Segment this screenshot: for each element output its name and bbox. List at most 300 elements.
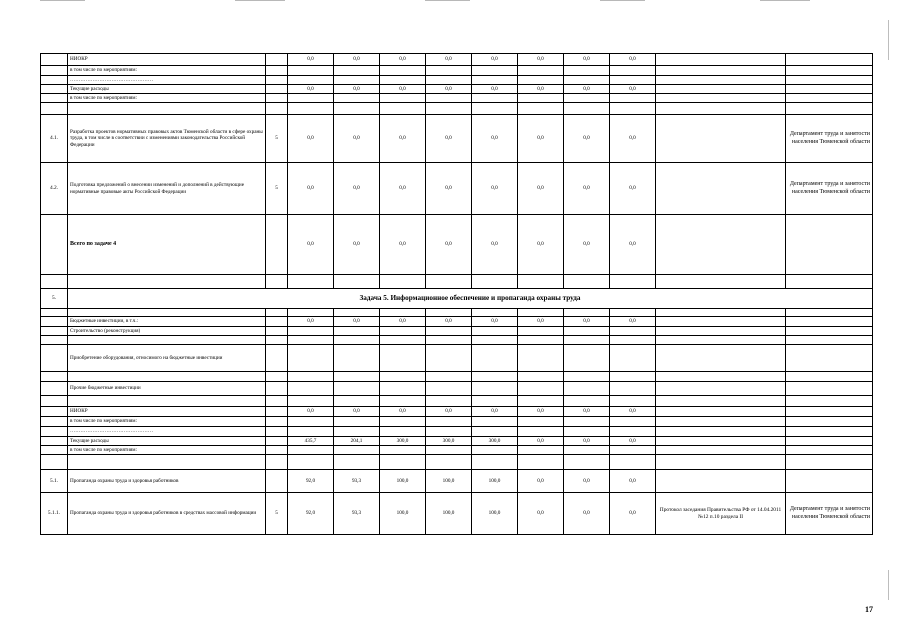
value-cell: 0,0 xyxy=(610,317,656,327)
value-cell xyxy=(610,327,656,336)
value-cell xyxy=(426,103,472,115)
value-cell: 92,0 xyxy=(288,470,334,493)
item-label-cell: НИОКР xyxy=(68,54,266,66)
basis-cell: Протокол заседания Правительства РФ от 14.04.2011 №12 п.10 раздела II xyxy=(656,493,786,535)
value-cell: 204,1 xyxy=(334,437,380,446)
scan-edge-line xyxy=(888,20,889,60)
value-cell: 100,0 xyxy=(426,470,472,493)
value-cell: 0,0 xyxy=(472,317,518,327)
value-cell xyxy=(564,382,610,396)
item-label-cell xyxy=(68,275,266,289)
value-cell: 0,0 xyxy=(518,54,564,66)
value-cell xyxy=(472,336,518,345)
value-cell xyxy=(426,396,472,407)
term-cell xyxy=(266,215,288,275)
scan-edge-line xyxy=(760,0,810,1)
term-cell xyxy=(266,372,288,382)
table-row xyxy=(41,275,873,289)
basis-cell xyxy=(656,54,786,66)
page-number: 17 xyxy=(865,605,873,614)
value-cell xyxy=(564,455,610,470)
basis-cell xyxy=(656,455,786,470)
value-cell: 0,0 xyxy=(564,437,610,446)
term-cell xyxy=(266,66,288,76)
basis-cell xyxy=(656,396,786,407)
basis-cell xyxy=(656,437,786,446)
basis-cell xyxy=(656,336,786,345)
row-number-cell xyxy=(41,94,68,103)
basis-cell xyxy=(656,427,786,437)
value-cell xyxy=(426,94,472,103)
value-cell xyxy=(288,275,334,289)
value-cell: 0,0 xyxy=(426,215,472,275)
value-cell xyxy=(334,103,380,115)
row-number-cell: 5. xyxy=(41,289,68,309)
value-cell xyxy=(610,417,656,427)
row-number-cell xyxy=(41,417,68,427)
table-row xyxy=(41,215,873,275)
value-cell xyxy=(426,372,472,382)
value-cell xyxy=(334,382,380,396)
value-cell xyxy=(288,382,334,396)
value-cell xyxy=(288,103,334,115)
basis-cell xyxy=(656,345,786,372)
value-cell: 92,0 xyxy=(288,493,334,535)
item-label-cell: Прочие бюджетные инвестиции xyxy=(68,382,266,396)
value-cell xyxy=(564,417,610,427)
item-label-cell: в том числе по мероприятиям: xyxy=(68,94,266,103)
value-cell xyxy=(518,382,564,396)
table-row xyxy=(41,446,873,455)
value-cell: 0,0 xyxy=(610,437,656,446)
department-cell xyxy=(786,470,873,493)
row-number-cell xyxy=(41,446,68,455)
table-row xyxy=(41,493,873,535)
value-cell: 0,0 xyxy=(380,163,426,215)
value-cell: 0,0 xyxy=(564,470,610,493)
table-row xyxy=(41,163,873,215)
row-number-cell xyxy=(41,427,68,437)
table-row xyxy=(41,345,873,372)
value-cell xyxy=(426,427,472,437)
term-cell xyxy=(266,427,288,437)
item-label-cell xyxy=(68,455,266,470)
department-cell xyxy=(786,427,873,437)
value-cell: 0,0 xyxy=(610,85,656,94)
value-cell xyxy=(472,396,518,407)
value-cell xyxy=(518,345,564,372)
scan-edge-line xyxy=(235,0,285,1)
department-cell xyxy=(786,336,873,345)
value-cell: 0,0 xyxy=(564,317,610,327)
row-number-cell xyxy=(41,66,68,76)
value-cell xyxy=(564,372,610,382)
value-cell: 0,0 xyxy=(426,317,472,327)
value-cell xyxy=(472,309,518,317)
value-cell xyxy=(288,336,334,345)
value-cell xyxy=(334,66,380,76)
item-label-cell: Строительство (реконструкция) xyxy=(68,327,266,336)
term-cell xyxy=(266,327,288,336)
term-cell xyxy=(266,407,288,417)
value-cell xyxy=(334,336,380,345)
value-cell xyxy=(288,372,334,382)
item-label-cell: Текущие расходы xyxy=(68,85,266,94)
value-cell: 0,0 xyxy=(288,215,334,275)
department-cell: Департамент труда и занятости населения Тюменской области xyxy=(786,493,873,535)
term-cell: 5 xyxy=(266,493,288,535)
value-cell xyxy=(610,66,656,76)
row-number-cell xyxy=(41,275,68,289)
table-row xyxy=(41,470,873,493)
value-cell xyxy=(564,345,610,372)
value-cell xyxy=(380,94,426,103)
value-cell: 100,0 xyxy=(380,470,426,493)
department-cell xyxy=(786,345,873,372)
value-cell xyxy=(518,94,564,103)
value-cell: 93,3 xyxy=(334,470,380,493)
value-cell: 0,0 xyxy=(472,54,518,66)
table-row xyxy=(41,289,873,309)
item-label-cell: в том числе по мероприятиям: xyxy=(68,446,266,455)
value-cell xyxy=(472,417,518,427)
value-cell: 0,0 xyxy=(334,54,380,66)
value-cell xyxy=(288,417,334,427)
value-cell xyxy=(518,103,564,115)
table-row xyxy=(41,327,873,336)
value-cell xyxy=(380,455,426,470)
basis-cell xyxy=(656,446,786,455)
department-cell xyxy=(786,275,873,289)
value-cell xyxy=(426,76,472,85)
value-cell xyxy=(472,345,518,372)
term-cell xyxy=(266,54,288,66)
table-row xyxy=(41,85,873,94)
value-cell xyxy=(334,455,380,470)
row-number-cell: 4.2. xyxy=(41,163,68,215)
basis-cell xyxy=(656,103,786,115)
value-cell xyxy=(518,455,564,470)
value-cell: 0,0 xyxy=(380,215,426,275)
value-cell: 300,0 xyxy=(426,437,472,446)
value-cell: 0,0 xyxy=(564,54,610,66)
row-number-cell xyxy=(41,372,68,382)
value-cell: 0,0 xyxy=(334,85,380,94)
department-cell xyxy=(786,215,873,275)
value-cell xyxy=(426,309,472,317)
value-cell xyxy=(426,446,472,455)
value-cell: 0,0 xyxy=(334,317,380,327)
value-cell: 0,0 xyxy=(288,54,334,66)
value-cell xyxy=(610,455,656,470)
department-cell xyxy=(786,382,873,396)
item-label-cell: Приобретение оборудования, относимого на бюджетные инвестиции xyxy=(68,345,266,372)
department-cell xyxy=(786,309,873,317)
basis-cell xyxy=(656,66,786,76)
basis-cell xyxy=(656,417,786,427)
value-cell xyxy=(334,309,380,317)
department-cell xyxy=(786,66,873,76)
value-cell xyxy=(564,76,610,85)
value-cell xyxy=(380,66,426,76)
row-number-cell xyxy=(41,437,68,446)
department-cell xyxy=(786,437,873,446)
value-cell xyxy=(288,94,334,103)
value-cell xyxy=(288,455,334,470)
value-cell: 0,0 xyxy=(518,317,564,327)
item-label-cell: НИОКР xyxy=(68,407,266,417)
basis-cell xyxy=(656,327,786,336)
row-number-cell xyxy=(41,455,68,470)
department-cell xyxy=(786,94,873,103)
value-cell xyxy=(610,103,656,115)
basis-cell xyxy=(656,317,786,327)
scan-edge-line xyxy=(600,0,645,1)
value-cell xyxy=(380,336,426,345)
value-cell xyxy=(472,103,518,115)
row-number-cell xyxy=(41,407,68,417)
value-cell: 0,0 xyxy=(472,407,518,417)
value-cell xyxy=(288,66,334,76)
item-label-cell xyxy=(68,396,266,407)
row-number-cell: 5.1.1. xyxy=(41,493,68,535)
item-label-cell: ………………………………………… xyxy=(68,427,266,437)
value-cell xyxy=(380,275,426,289)
value-cell: 0,0 xyxy=(426,85,472,94)
term-cell xyxy=(266,345,288,372)
value-cell xyxy=(334,427,380,437)
value-cell xyxy=(334,396,380,407)
row-number-cell xyxy=(41,336,68,345)
value-cell: 0,0 xyxy=(564,215,610,275)
table-row xyxy=(41,427,873,437)
value-cell: 0,0 xyxy=(518,85,564,94)
value-cell: 0,0 xyxy=(472,115,518,163)
item-label-cell: Текущие расходы xyxy=(68,437,266,446)
item-label-cell xyxy=(68,103,266,115)
value-cell xyxy=(288,396,334,407)
value-cell xyxy=(610,372,656,382)
value-cell: 0,0 xyxy=(518,163,564,215)
scan-edge-line xyxy=(425,0,470,1)
term-cell xyxy=(266,470,288,493)
basis-cell xyxy=(656,94,786,103)
value-cell xyxy=(518,66,564,76)
value-cell xyxy=(380,345,426,372)
value-cell: 0,0 xyxy=(380,115,426,163)
department-cell xyxy=(786,103,873,115)
value-cell xyxy=(426,66,472,76)
department-cell xyxy=(786,327,873,336)
item-label-cell: Разработка проектов нормативных правовых актов Тюменской области в сфере охраны труда, в том числе в соответствии с изменениями законодательства Российской Федерации xyxy=(68,115,266,163)
department-cell xyxy=(786,417,873,427)
value-cell xyxy=(564,94,610,103)
value-cell xyxy=(564,309,610,317)
value-cell xyxy=(288,327,334,336)
item-label-cell: Подготовка предложений о внесении изменений и дополнений в действующие нормативные правовые акты Российской Федерации xyxy=(68,163,266,215)
basis-cell xyxy=(656,309,786,317)
basis-cell xyxy=(656,372,786,382)
basis-cell xyxy=(656,85,786,94)
term-cell xyxy=(266,94,288,103)
row-number-cell xyxy=(41,85,68,94)
table-row xyxy=(41,437,873,446)
value-cell xyxy=(610,309,656,317)
value-cell xyxy=(610,446,656,455)
department-cell xyxy=(786,446,873,455)
row-number-cell xyxy=(41,382,68,396)
row-number-cell xyxy=(41,317,68,327)
value-cell: 0,0 xyxy=(610,215,656,275)
term-cell xyxy=(266,317,288,327)
table-row xyxy=(41,94,873,103)
value-cell: 0,0 xyxy=(380,85,426,94)
table-row xyxy=(41,382,873,396)
value-cell xyxy=(334,94,380,103)
value-cell xyxy=(288,345,334,372)
row-number-cell: 5.1. xyxy=(41,470,68,493)
term-cell xyxy=(266,336,288,345)
item-label-cell xyxy=(68,336,266,345)
value-cell xyxy=(334,372,380,382)
basis-cell xyxy=(656,76,786,85)
value-cell xyxy=(564,103,610,115)
term-cell xyxy=(266,76,288,85)
value-cell xyxy=(334,275,380,289)
value-cell: 100,0 xyxy=(472,470,518,493)
item-label-cell: в том числе по мероприятиям: xyxy=(68,66,266,76)
value-cell xyxy=(564,336,610,345)
table-row xyxy=(41,407,873,417)
value-cell xyxy=(564,446,610,455)
value-cell: 0,0 xyxy=(610,54,656,66)
table-row xyxy=(41,372,873,382)
value-cell xyxy=(426,345,472,372)
row-number-cell xyxy=(41,396,68,407)
department-cell: Департамент труда и занятости населения Тюменской области xyxy=(786,163,873,215)
scan-edge-line xyxy=(40,0,85,1)
value-cell: 0,0 xyxy=(288,317,334,327)
value-cell xyxy=(472,446,518,455)
term-cell xyxy=(266,309,288,317)
table-row xyxy=(41,76,873,85)
department-cell xyxy=(786,407,873,417)
department-cell xyxy=(786,317,873,327)
value-cell xyxy=(380,396,426,407)
value-cell xyxy=(334,76,380,85)
value-cell xyxy=(334,327,380,336)
basis-cell xyxy=(656,275,786,289)
value-cell xyxy=(518,275,564,289)
value-cell xyxy=(380,76,426,85)
value-cell: 0,0 xyxy=(426,163,472,215)
value-cell: 0,0 xyxy=(472,85,518,94)
value-cell xyxy=(610,427,656,437)
value-cell: 0,0 xyxy=(518,437,564,446)
value-cell xyxy=(472,275,518,289)
value-cell xyxy=(380,446,426,455)
value-cell xyxy=(380,372,426,382)
value-cell xyxy=(564,396,610,407)
item-label-cell: Пропаганда охраны труда и здоровья работников в средствах массовой информации xyxy=(68,493,266,535)
value-cell: 0,0 xyxy=(518,407,564,417)
value-cell xyxy=(564,427,610,437)
department-cell xyxy=(786,396,873,407)
table-row xyxy=(41,54,873,66)
basis-cell xyxy=(656,115,786,163)
value-cell xyxy=(426,327,472,336)
value-cell xyxy=(380,309,426,317)
value-cell xyxy=(426,275,472,289)
department-cell: Департамент труда и занятости населения Тюменской области xyxy=(786,115,873,163)
department-cell xyxy=(786,455,873,470)
basis-cell xyxy=(656,407,786,417)
table-row xyxy=(41,455,873,470)
value-cell xyxy=(518,372,564,382)
value-cell xyxy=(610,336,656,345)
value-cell: 0,0 xyxy=(518,215,564,275)
value-cell xyxy=(472,455,518,470)
table-row xyxy=(41,417,873,427)
value-cell xyxy=(472,382,518,396)
basis-cell xyxy=(656,215,786,275)
item-label-cell: Всего по задаче 4 xyxy=(68,215,266,275)
budget-table xyxy=(40,53,873,535)
item-label-cell: ………………………………………… xyxy=(68,76,266,85)
value-cell xyxy=(472,66,518,76)
basis-cell xyxy=(656,382,786,396)
value-cell xyxy=(564,66,610,76)
value-cell xyxy=(288,309,334,317)
value-cell: 0,0 xyxy=(334,115,380,163)
value-cell xyxy=(472,327,518,336)
value-cell xyxy=(518,417,564,427)
value-cell: 0,0 xyxy=(426,407,472,417)
term-cell xyxy=(266,275,288,289)
value-cell: 0,0 xyxy=(334,163,380,215)
value-cell xyxy=(426,455,472,470)
term-cell: 5 xyxy=(266,163,288,215)
term-cell xyxy=(266,437,288,446)
value-cell xyxy=(518,309,564,317)
value-cell: 0,0 xyxy=(610,493,656,535)
value-cell: 0,0 xyxy=(288,85,334,94)
row-number-cell xyxy=(41,345,68,372)
value-cell: 0,0 xyxy=(518,470,564,493)
table-row xyxy=(41,396,873,407)
value-cell: 0,0 xyxy=(472,215,518,275)
term-cell xyxy=(266,417,288,427)
department-cell xyxy=(786,54,873,66)
value-cell xyxy=(334,446,380,455)
value-cell xyxy=(610,76,656,85)
value-cell xyxy=(610,275,656,289)
value-cell xyxy=(380,382,426,396)
value-cell: 0,0 xyxy=(564,163,610,215)
row-number-cell xyxy=(41,215,68,275)
value-cell xyxy=(288,446,334,455)
value-cell: 0,0 xyxy=(334,407,380,417)
value-cell: 0,0 xyxy=(610,115,656,163)
value-cell: 0,0 xyxy=(334,215,380,275)
value-cell: 100,0 xyxy=(472,493,518,535)
row-number-cell xyxy=(41,54,68,66)
item-label-cell: Бюджетные инвестиции, в т.ч.: xyxy=(68,317,266,327)
term-cell xyxy=(266,446,288,455)
value-cell xyxy=(472,94,518,103)
item-label-cell xyxy=(68,372,266,382)
value-cell: 93,3 xyxy=(334,493,380,535)
